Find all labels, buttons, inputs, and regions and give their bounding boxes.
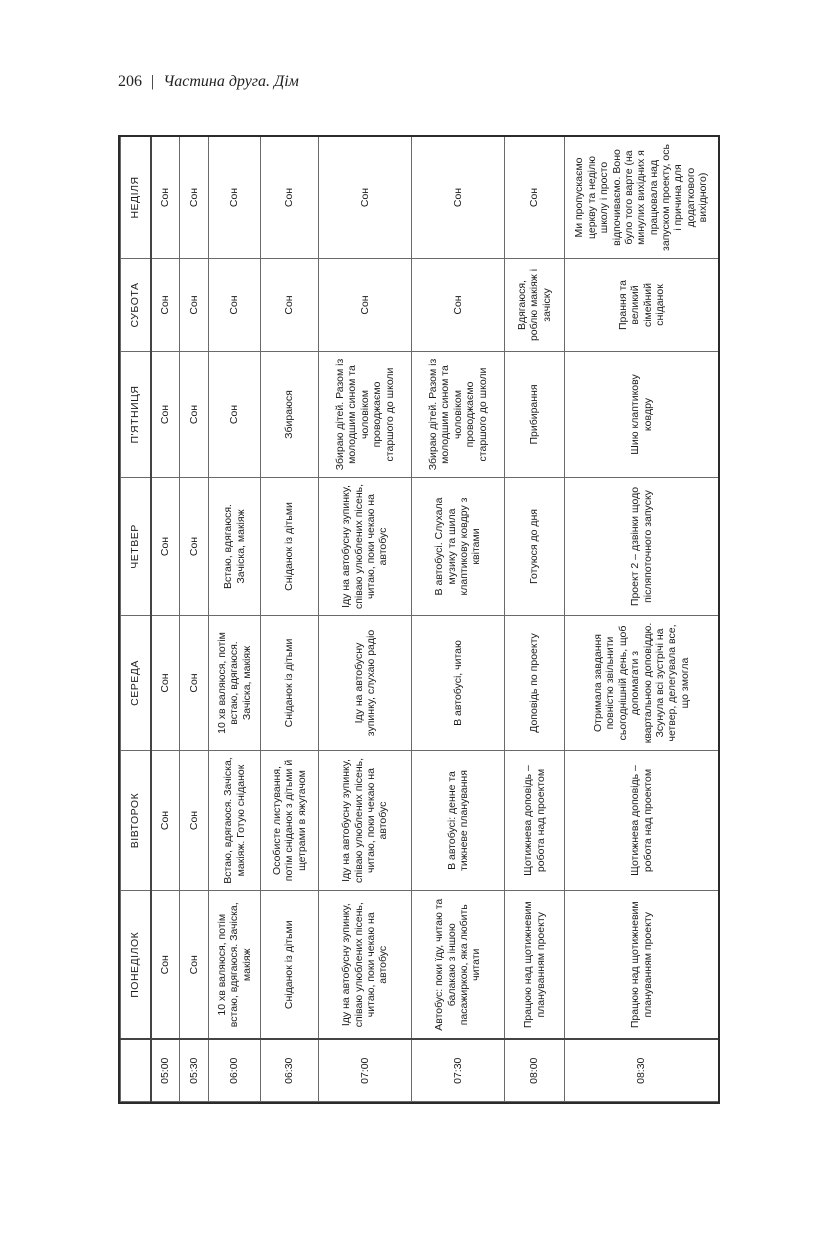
table-cell: Сон <box>261 259 319 352</box>
table-cell: Збираю дітей. Разом із молодшим сином та чоловіком проводжаємо старшого до школи <box>412 352 505 478</box>
table-cell: Сон <box>412 137 505 259</box>
table-cell: Вдягаюся, роблю макіяж і зачіску <box>505 259 565 352</box>
table-row <box>565 137 719 1102</box>
table-cell: Щотижнева доповідь – робота над проектом <box>565 751 719 891</box>
table-cell: Збираю дітей. Разом із молодшим сином та чоловіком проводжаємо старшого до школи <box>319 352 412 478</box>
column-header-thursday: ЧЕТВЕР <box>121 478 151 616</box>
table-cell: Сон <box>209 259 261 352</box>
table-cell: Іду на автобусну зупинку, співаю улюблених пісень, читаю, поки чекаю на автобус <box>319 891 412 1040</box>
table-cell: В автобусі: денне та тижневе планування <box>412 751 505 891</box>
page-number: 206 <box>118 73 142 90</box>
time-cell: 07:00 <box>319 1040 412 1102</box>
table-cell: Прибирання <box>505 352 565 478</box>
column-header-sunday: НЕДІЛЯ <box>121 137 151 259</box>
table-cell: Сон <box>180 259 209 352</box>
table-cell: Працюю над щотижневим плануванням проекту <box>565 891 719 1040</box>
table-cell: Прання та великий сімейний сніданок <box>565 259 719 352</box>
table-cell: Сон <box>180 478 209 616</box>
table-row <box>180 137 209 1102</box>
time-cell: 06:30 <box>261 1040 319 1102</box>
table-cell: Сон <box>412 259 505 352</box>
table-cell: Сон <box>151 616 180 751</box>
table-cell: Доповідь по проекту <box>505 616 565 751</box>
table-cell: Щотижнева доповідь – робота над проектом <box>505 751 565 891</box>
table-cell: Сон <box>209 137 261 259</box>
time-cell: 06:00 <box>209 1040 261 1102</box>
time-cell: 08:30 <box>565 1040 719 1102</box>
table-cell: Особисте листування, потім сніданок з дітьми й щетрами в яжугачом <box>261 751 319 891</box>
table-cell: Отримала завдання повністю звільнити сьогоднішній день, щоб допомагати з квартальною доповіддю. Зсунула всі зустрічі на четвер, делегувала все, що змогла <box>565 616 719 751</box>
table-cell: Сон <box>151 891 180 1040</box>
column-header-friday: П'ЯТНИЦЯ <box>121 352 151 478</box>
table-cell: Встаю, вдягаюся. Зачіска, макіяж. Готую сніданок <box>209 751 261 891</box>
table-cell: Збираюся <box>261 352 319 478</box>
time-cell: 07:30 <box>412 1040 505 1102</box>
column-header-monday: ПОНЕДІЛОК <box>121 891 151 1040</box>
column-header-wednesday: СЕРЕДА <box>121 616 151 751</box>
table-cell: Сон <box>209 352 261 478</box>
weekly-schedule-table <box>120 136 719 1102</box>
chapter-title: Частина друга. Дім <box>163 73 299 90</box>
header-separator: | <box>151 73 155 90</box>
table-cell: Іду на автобусну зупинку, слухаю радіо <box>319 616 412 751</box>
table-cell: Сон <box>180 352 209 478</box>
table-cell: Сон <box>180 751 209 891</box>
table-cell: Готуюся до дня <box>505 478 565 616</box>
table-cell: Сон <box>151 751 180 891</box>
table-cell: Сон <box>180 137 209 259</box>
time-cell: 05:30 <box>180 1040 209 1102</box>
table-cell: Працюю над щотижневим плануванням проекту <box>505 891 565 1040</box>
table-cell: 10 хв валяюся, потім встаю, вдягаюся. Зачіска, макіяж <box>209 616 261 751</box>
column-header-tuesday: ВІВТОРОК <box>121 751 151 891</box>
corner-cell <box>121 1040 151 1102</box>
table-row <box>209 137 261 1102</box>
table-cell: Сон <box>319 259 412 352</box>
table-row <box>505 137 565 1102</box>
table-cell: Встаю, вдягаюся. Зачіска, макіяж <box>209 478 261 616</box>
table-cell: Автобус: поки їду, читаю та балакаю з іншою пасажиркою, яка любить читати <box>412 891 505 1040</box>
table-cell: Сон <box>180 616 209 751</box>
table-cell: Сніданок із дітьми <box>261 616 319 751</box>
schedule-table-frame <box>118 135 720 1104</box>
page-header <box>118 73 299 91</box>
table-cell: Сон <box>319 137 412 259</box>
table-cell: Ми пропускаємо церкву та неділю школу і просто відпочиваємо. Воно було того варте (на минулих вихідних я працювала над запуском проекту, ось і причина для додаткового вихідного) <box>565 137 719 259</box>
header-row <box>121 137 151 1102</box>
time-cell: 05:00 <box>151 1040 180 1102</box>
table-cell: Сон <box>505 137 565 259</box>
table-row <box>151 137 180 1102</box>
table-cell: Сніданок із дітьми <box>261 478 319 616</box>
time-cell: 08:00 <box>505 1040 565 1102</box>
table-cell: 10 хв валяюся, потім встаю, вдягаюся. Зачіска, макіяж <box>209 891 261 1040</box>
table-row <box>261 137 319 1102</box>
table-cell: Сніданок із дітьми <box>261 891 319 1040</box>
table-row <box>319 137 412 1102</box>
table-cell: В автобусі, читаю <box>412 616 505 751</box>
table-cell: Сон <box>151 352 180 478</box>
table-cell: Сон <box>151 259 180 352</box>
table-cell: Іду на автобусну зупинку, співаю улюблених пісень, читаю, поки чекаю на автобус <box>319 478 412 616</box>
table-cell: Сон <box>151 137 180 259</box>
column-header-saturday: СУБОТА <box>121 259 151 352</box>
table-cell: Сон <box>261 137 319 259</box>
table-cell: Шию клаптикову ковдру <box>565 352 719 478</box>
table-cell: Сон <box>180 891 209 1040</box>
table-cell: Сон <box>151 478 180 616</box>
table-row <box>412 137 505 1102</box>
table-cell: Іду на автобусну зупинку, співаю улюблених пісень, читаю, поки чекаю на автобус <box>319 751 412 891</box>
table-cell: Проект 2 – дзвінки щодо післяпоточного запуску <box>565 478 719 616</box>
table-cell: В автобусі. Слухала музику та шила клаптикову ковдру з квітами <box>412 478 505 616</box>
